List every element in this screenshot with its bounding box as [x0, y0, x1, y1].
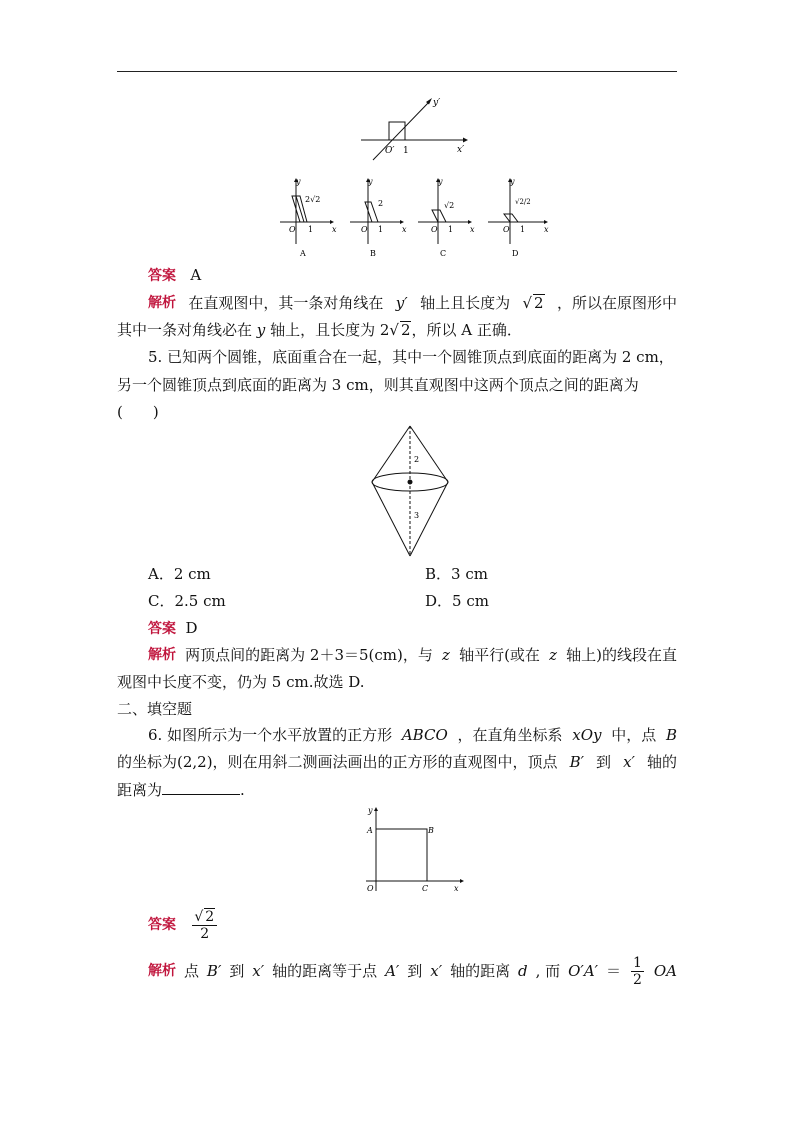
origin-label: O′ [385, 146, 395, 156]
svg-text:y: y [510, 177, 515, 186]
svg-text:D: D [512, 249, 519, 258]
svg-text:y: y [438, 177, 443, 186]
svg-text:B: B [428, 826, 434, 835]
q5-stem-line1: 5. 已知两个圆锥，底面重合在一起，其中一个圆锥顶点到底面的距离为 2 cm， [148, 348, 674, 366]
q5-option-d: D．5 cm [425, 592, 489, 610]
section-title: 二、填空题 [117, 700, 193, 718]
svg-text:x: x [544, 225, 549, 234]
svg-text:1: 1 [448, 225, 454, 234]
header-rule [117, 71, 677, 72]
svg-text:2: 2 [378, 199, 384, 208]
analysis-label: 解析 [148, 295, 176, 311]
q6-stem-line2: 的坐标为(2,2)，则在用斜二测画法画出的正方形的直观图中，顶点 B′ 到 x′ 轴的 [117, 753, 677, 771]
svg-text:x: x [402, 225, 407, 234]
option-figure-b [350, 177, 407, 258]
svg-text:O: O [431, 225, 438, 234]
tick-label: 1 [403, 146, 409, 156]
q5-answer: 答案 D [148, 619, 198, 637]
oblique-axes-figure [355, 92, 470, 164]
svg-text:y: y [368, 177, 373, 186]
q5-analysis-line2: 观图中长度不变，仍为 5 cm.故选 D. [117, 673, 365, 691]
q6-stem-line1: 6. 如图所示为一个水平放置的正方形 ABCO ，在直角坐标系 xOy 中，点 B [148, 726, 677, 744]
svg-text:√2/2: √2/2 [515, 198, 531, 206]
q5-option-b: B．3 cm [425, 565, 488, 583]
option-figure-a [280, 177, 337, 258]
q6-analysis: 解析 点 B′ 到 x′ 轴的距离等于点 A′ 到 x′ 轴的距离 d , 而 O′A′ ＝ $\frac{1}{2}$ OA [148, 955, 677, 988]
svg-text:1: 1 [308, 225, 314, 234]
answer-value: A [190, 266, 202, 284]
svg-text:C: C [422, 884, 429, 893]
square-figure [362, 805, 466, 893]
q4-analysis-line2: 其中一条对角线必在 y 轴上，且长度为 2√ 2，所以 A 正确． [117, 321, 522, 339]
svg-text:y: y [368, 806, 373, 815]
svg-text:A: A [300, 249, 306, 258]
svg-text:A: A [367, 826, 373, 835]
q4-analysis-line1: 解析 在直观图中，其一条对角线在 y′ 轴上且长度为 √ 2 ，所以在原图形中 [148, 294, 677, 312]
cone-height-top: 2 [414, 455, 420, 464]
q5-stem-line3: ( ) [117, 403, 159, 421]
svg-text:x: x [454, 884, 459, 893]
q4-answer [148, 265, 201, 286]
option-figure-c [418, 177, 475, 258]
answer-label: 答案 [148, 268, 176, 284]
q5-option-c: C．2.5 cm [148, 592, 226, 610]
double-cone-figure [368, 424, 452, 558]
svg-text:O: O [367, 884, 374, 893]
answer-fraction: $\frac{√ 2}{2}$ [192, 908, 217, 942]
svg-text:O: O [289, 225, 296, 234]
cone-height-bottom: 3 [414, 511, 420, 520]
svg-text:x: x [332, 225, 337, 234]
svg-text:B: B [370, 249, 376, 258]
svg-text:O: O [503, 225, 510, 234]
svg-text:x: x [470, 225, 475, 234]
q6-answer: 答案 $\frac{√ 2}{2}$ [148, 904, 219, 945]
answer-blank [162, 779, 240, 795]
svg-text:1: 1 [520, 225, 526, 234]
svg-text:1: 1 [378, 225, 384, 234]
q5-analysis-line1: 解析 两顶点间的距离为 2＋3＝5(cm)，与 z 轴平行(或在 z 轴上)的线段在直 [148, 646, 677, 664]
x-prime-label: x′ [457, 145, 465, 155]
svg-text:√2: √2 [444, 201, 455, 210]
svg-text:2√2: 2√2 [305, 195, 321, 204]
q6-stem-line3: 距离为 . [117, 781, 245, 799]
svg-text:O: O [361, 225, 368, 234]
svg-text:y: y [296, 177, 301, 186]
option-figure-d [488, 177, 549, 258]
option-figures [272, 174, 552, 264]
q5-option-a: A．2 cm [148, 565, 211, 583]
y-prime-label: y′ [433, 98, 441, 108]
svg-text:C: C [440, 249, 447, 258]
q5-stem-line2: 另一个圆锥顶点到底面的距离为 3 cm，则其直观图中这两个顶点之间的距离为 [117, 376, 639, 394]
